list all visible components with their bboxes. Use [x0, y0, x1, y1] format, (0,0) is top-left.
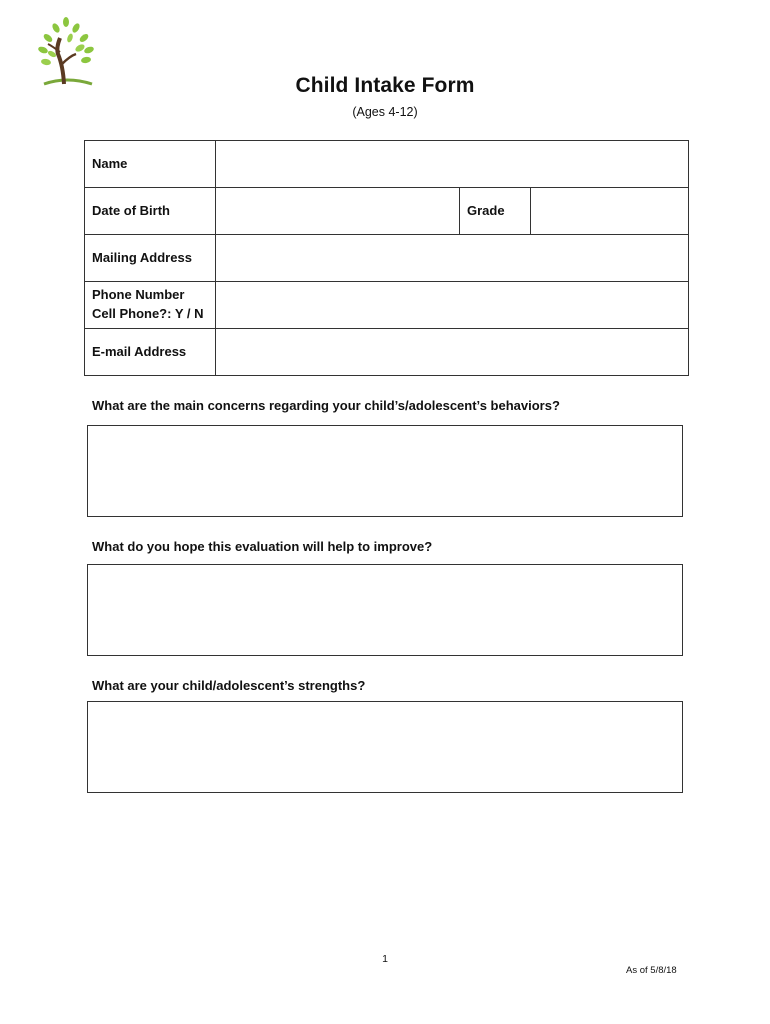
phone-row: [85, 282, 689, 329]
page-subtitle: (Ages 4-12): [352, 105, 418, 119]
dob-label: Date of Birth: [85, 188, 216, 235]
strengths-answer-box[interactable]: [87, 701, 683, 793]
address-row: [85, 235, 689, 282]
address-label: Mailing Address: [85, 235, 216, 282]
address-field[interactable]: [216, 235, 689, 282]
grade-field[interactable]: [531, 188, 689, 235]
concerns-question: What are the main concerns regarding your child’s/adolescent’s behaviors?: [92, 398, 560, 413]
concerns-answer-box[interactable]: [87, 425, 683, 517]
cell-phone-label: Cell Phone?: Y / N: [92, 306, 204, 321]
improve-question: What do you hope this evaluation will help to improve?: [92, 539, 433, 554]
strengths-question: What are your child/adolescent’s strengths?: [92, 678, 366, 693]
name-field[interactable]: [216, 141, 689, 188]
grade-label: Grade: [460, 188, 531, 235]
name-row: [85, 141, 689, 188]
page-number: 1: [382, 953, 388, 965]
email-row: [85, 329, 689, 376]
phone-field[interactable]: [216, 282, 689, 329]
name-label: Name: [85, 141, 216, 188]
phone-label-line1: Phone Number: [92, 287, 185, 303]
dob-row: [85, 188, 689, 235]
email-field[interactable]: [216, 329, 689, 376]
child-info-table: [84, 140, 689, 376]
phone-label: [85, 282, 216, 329]
page-title: Child Intake Form: [295, 74, 475, 97]
dob-field[interactable]: [216, 188, 460, 235]
email-label: E-mail Address: [85, 329, 216, 376]
improve-answer-box[interactable]: [87, 564, 683, 656]
revision-date: As of 5/8/18: [626, 965, 677, 976]
